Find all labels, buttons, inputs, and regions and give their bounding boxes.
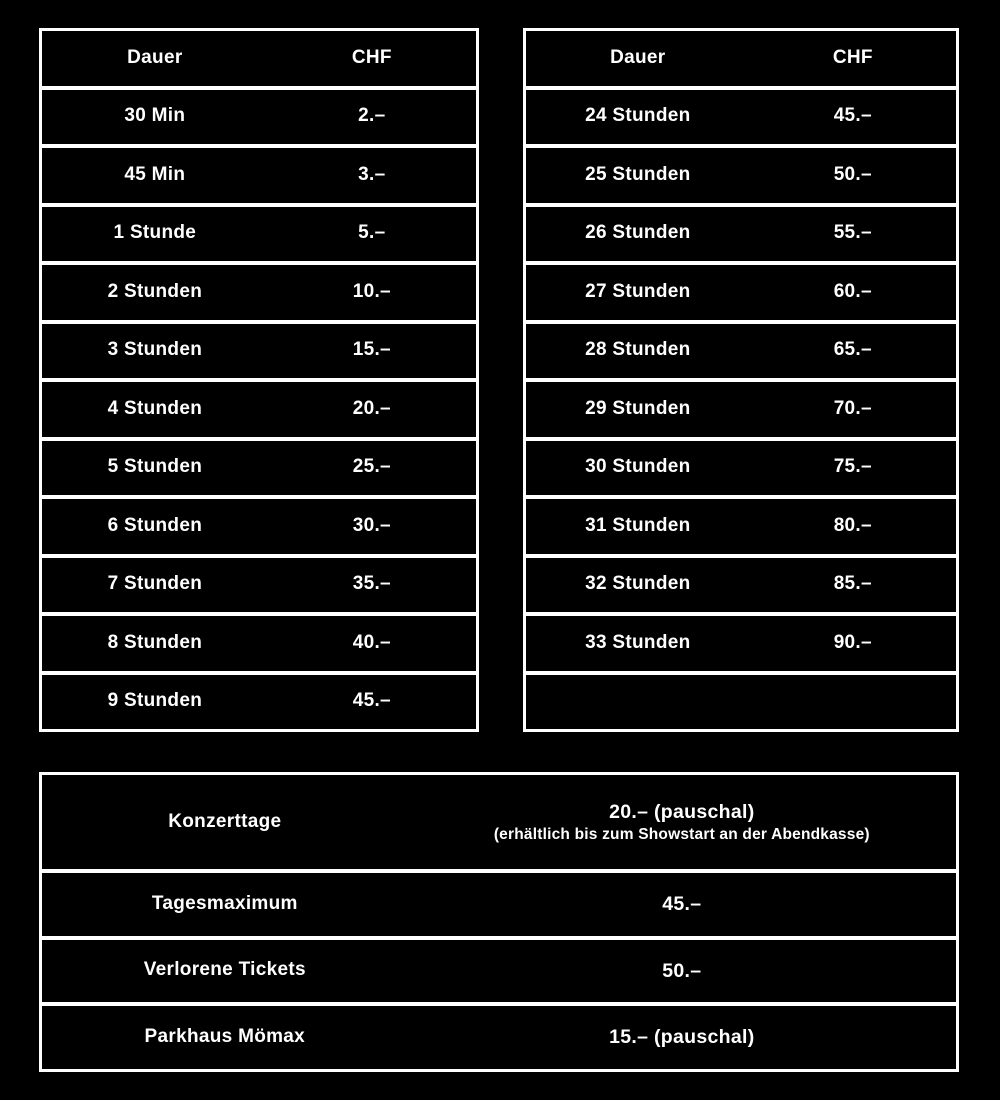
price-cell: 30.– [352,514,391,536]
duration-cell: 26 Stunden [585,222,691,244]
duration-cell: 28 Stunden [585,339,691,361]
special-value-cell [408,800,956,845]
special-price: 20.– (pauschal) [609,800,755,823]
rate-row [42,499,476,554]
rate-row [42,90,476,145]
duration-cell: 31 Stunden [585,514,691,536]
rate-row [42,616,476,671]
special-rate-row [42,775,956,869]
duration-cell: 7 Stunden [107,573,203,595]
price-cell: 85.– [833,573,872,595]
price-cell: 5.– [358,222,386,244]
rate-row [526,265,956,320]
price-column-header: CHF [351,46,392,68]
price-cell: 10.– [352,280,391,302]
rate-row [526,558,956,613]
duration-cell: 25 Stunden [585,163,691,185]
duration-cell: 1 Stunde [113,222,197,244]
price-cell: 25.– [352,456,391,478]
special-value-cell [408,1025,956,1049]
rate-row [42,324,476,379]
rate-row [526,324,956,379]
rate-row [526,441,956,496]
price-cell: 90.– [833,631,872,653]
hourly-rates-table [39,28,479,732]
special-label-cell: Verlorene Tickets [143,959,306,981]
rate-row [526,675,956,730]
duration-cell: 33 Stunden [585,631,691,653]
rate-row [526,207,956,262]
price-cell: 45.– [833,105,872,127]
price-cell: 70.– [833,397,872,419]
rate-row [526,382,956,437]
duration-cell: 3 Stunden [107,339,203,361]
daily-header-row [526,31,956,86]
special-value-cell [408,892,956,916]
price-cell: 60.– [833,280,872,302]
duration-cell: 8 Stunden [107,631,203,653]
price-cell: 35.– [352,573,391,595]
duration-cell: 30 Min [124,105,186,127]
rate-row [526,90,956,145]
special-price: 45.– [662,893,702,916]
special-label-cell: Tagesmaximum [151,892,298,914]
duration-column-header: Dauer [127,46,183,68]
price-cell: 80.– [833,514,872,536]
price-cell: 65.– [833,339,872,361]
price-cell: 75.– [833,456,872,478]
price-cell: 45.– [352,690,391,712]
rate-row [42,675,476,730]
special-rates-table [39,772,959,1072]
price-cell: 20.– [352,397,391,419]
special-rate-row [42,940,956,1003]
duration-cell: 32 Stunden [585,573,691,595]
special-label-cell: Konzerttage [168,810,282,832]
price-cell: 2.– [358,105,386,127]
price-cell: 50.– [833,163,872,185]
special-label-cell: Parkhaus Mömax [144,1025,306,1047]
special-value-cell [408,959,956,983]
duration-cell: 5 Stunden [107,456,203,478]
special-price-note: (erhältlich bis zum Showstart an der Abendkasse) [493,826,870,843]
duration-cell: 2 Stunden [107,280,203,302]
special-rate-row [42,1006,956,1069]
rate-row [42,558,476,613]
special-rate-row [42,873,956,936]
rate-row [526,616,956,671]
duration-cell: 6 Stunden [107,514,203,536]
duration-column-header: Dauer [610,46,666,68]
price-column-header: CHF [832,46,873,68]
price-cell: 40.– [352,631,391,653]
rate-row [42,441,476,496]
duration-cell: 4 Stunden [107,397,203,419]
rate-row [42,265,476,320]
duration-cell: 29 Stunden [585,397,691,419]
special-price: 15.– (pauschal) [609,1026,755,1049]
daily-rates-table [523,28,959,732]
duration-cell: 27 Stunden [585,280,691,302]
duration-cell: 9 Stunden [107,690,203,712]
price-cell: 55.– [833,222,872,244]
duration-cell: 45 Min [124,163,186,185]
rate-row [526,499,956,554]
rate-row [42,148,476,203]
rate-row [42,207,476,262]
rate-row [526,148,956,203]
duration-cell: 30 Stunden [585,456,691,478]
rate-row [42,382,476,437]
hourly-header-row [42,31,476,86]
price-cell: 15.– [352,339,391,361]
duration-cell: 24 Stunden [585,105,691,127]
rate-tables-group [39,28,959,732]
price-cell: 3.– [358,163,386,185]
special-price: 50.– [662,959,702,982]
